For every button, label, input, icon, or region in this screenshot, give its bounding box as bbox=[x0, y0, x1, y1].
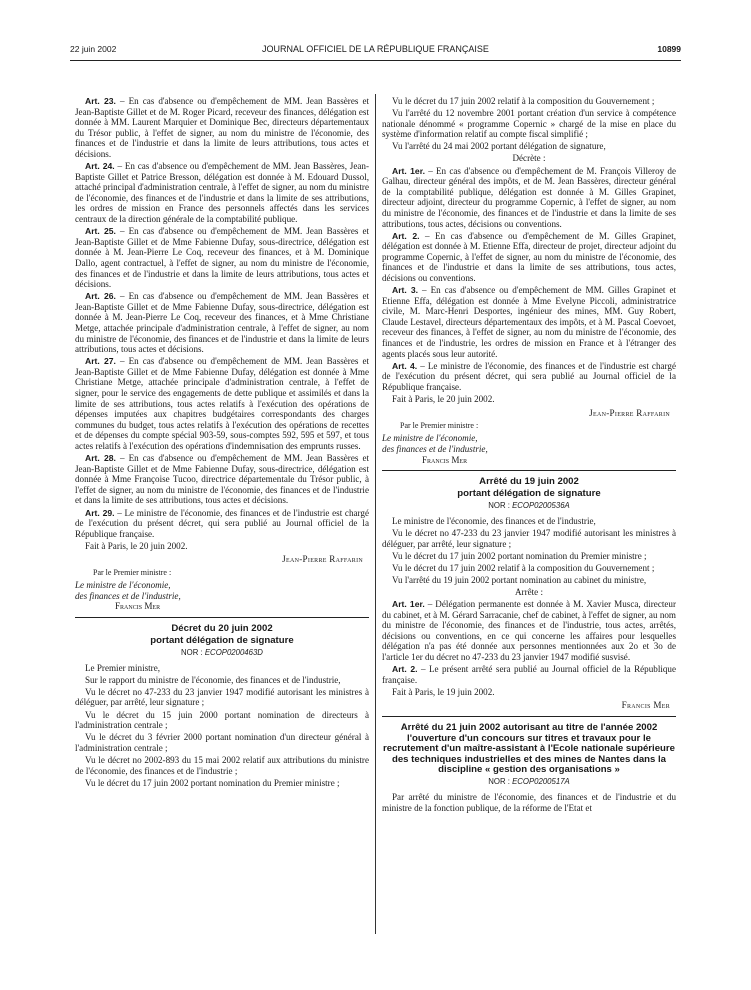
article-label: Art. 4. bbox=[392, 360, 418, 371]
article-text: – En cas d'absence ou d'empêchement de MM. Jean Bassères et Jean-Baptiste Gillet et de M. Roger Picard, receveur des finances, délégation est donnée à MM. Laurent Marquier et Dominique Bec, directeurs départementaux du Trésor public, à l'effet de signer, au nom du ministre de l'économie, des finances et de l'industrie et dans la limite de leurs attributions, tous actes et décisions. bbox=[75, 96, 370, 159]
arrete-paragraph: Vu le décret du 17 juin 2002 portant nomination du Premier ministre ; bbox=[392, 550, 647, 561]
section-separator bbox=[382, 470, 676, 471]
nor-code: ECOP0200463D bbox=[204, 648, 263, 658]
arrete-heading: Arrête : bbox=[514, 586, 544, 597]
page-header bbox=[70, 44, 681, 58]
article-text: – Le ministre de l'économie, des finances et de l'industrie est chargé de l'exécution du présent décret, qui sera publié au Journal officiel de la République française. bbox=[75, 507, 369, 539]
nor-prefix: NOR : bbox=[181, 648, 205, 658]
article-label: Art. 23. bbox=[85, 96, 116, 106]
article-label: Art. 1er. bbox=[392, 599, 425, 610]
arrete-paragraph: Vu l'arrêté du 19 juin 2002 portant nomination au cabinet du ministre, bbox=[392, 574, 647, 585]
article-label: Art. 2. bbox=[392, 664, 418, 675]
signature-date: Fait à Paris, le 20 juin 2002. bbox=[392, 394, 495, 405]
nor-code: ECOP0200517A bbox=[512, 777, 570, 787]
header-page-number: 10899 bbox=[657, 44, 681, 54]
arrete-concours-title: Arrêté du 21 juin 2002 autorisant au titre de l'année 2002 l'ouverture d'un concours sur titres et travaux pour le recrutement d'un maître-assistant à l'Ecole nationale supérieure des techniques industrielles et des mines de Nantes dans la discipline « gestion des organisations » bbox=[383, 721, 675, 776]
section-separator bbox=[75, 617, 369, 618]
visa-paragraph: Vu le décret du 17 juin 2002 relatif à la composition du Gouvernement ; bbox=[392, 96, 655, 106]
article-1 bbox=[382, 166, 676, 230]
article-25 bbox=[75, 226, 369, 290]
article-27 bbox=[75, 356, 369, 451]
arrete-article-1 bbox=[382, 599, 676, 663]
article-text: – En cas d'absence ou d'empêchement de MM. Jean Bassères et Jean-Baptiste Gillet et de Mme Fabienne Dufay, sous-directrice, délégation est donnée à Mme Françoise Tucoo, directrice départementale du Trésor public, à l'effet de signer, au nom du ministre de l'économie, des finances et de l'industrie et dans la limite de ses attributions, tous actes et décisions. bbox=[75, 453, 370, 506]
arrete-concours-nor bbox=[382, 777, 676, 788]
signer-name: Francis Mer bbox=[621, 700, 670, 711]
visa-paragraph: Vu l'arrêté du 12 novembre 2001 portant création d'un service à compétence nationale dénommé « programme Copernic » chargé de la mise en place du système d'information relatif au compte fiscal simplifié ; bbox=[382, 108, 676, 140]
column-divider bbox=[375, 94, 376, 934]
decree-paragraph: Vu le décret no 2002-893 du 15 mai 2002 relatif aux attributions du ministre de l'économie, des finances et de l'industrie ; bbox=[75, 754, 369, 776]
arrete-subtitle: portant délégation de signature bbox=[457, 488, 601, 500]
decree-subtitle: portant délégation de signature bbox=[150, 635, 294, 646]
article-text: – Le présent arrêté sera publié au Journal officiel de la République française. bbox=[382, 664, 676, 685]
article-29 bbox=[75, 508, 369, 540]
decrete-heading: Décrète : bbox=[512, 153, 546, 164]
article-text: – En cas d'absence ou d'empêchement de MM. Jean Bassères, Jean-Baptiste Gillet et Patrice Bresson, délégation est donnée à M. Edouard Dussol, attaché principal d'administration centrale, à l'effet de signer, au nom du ministre de l'économie, des finances et de l'industrie et dans la limite de ses attributions, les ordres de mission en France des personnels affectés dans les services centraux de la direction générale de la comptabilité publique. bbox=[75, 161, 369, 225]
nor-code: ECOP0200536A bbox=[512, 501, 570, 511]
arrete-paragraph: Vu le décret no 47-233 du 23 janvier 1947 modifié autorisant les ministres à déléguer, par arrêté, leur signature ; bbox=[382, 527, 676, 549]
minister-title-line1: Le ministre de l'économie, bbox=[75, 580, 171, 591]
article-26 bbox=[75, 291, 369, 355]
article-text: – En cas d'absence ou d'empêchement de MM. Gilles Grapinet et Etienne Effa, délégation est donnée à Mme Evelyne Piccoli, administratrice civile, M. Marc-Henri Desportes, ingénieur des mines, MM. Guy Robert, Claude Lestavel, directeurs départementaux des impôts, et à M. Pascal Coevoet, receveur des finances, à l'effet de signer, au nom du ministre de l'économie, des finances et de l'industrie, les ordres de mission en France et à l'étranger des agents placés sous leur autorité. bbox=[382, 285, 677, 359]
article-text: – En cas d'absence ou d'empêchement de MM. Jean Bassères et Jean-Baptiste Gillet et de Mme Fabienne Dufay, délégation est donnée à Mme Christiane Metge, attachée principale d'administration centrale, à l'effet de signer, pour le service des engagements de dette publique et assimilés et dans la limite de ses attributions, tous actes relatifs à l'exécution des opérations de dépenses imputées aux chapitres budgétaires correspondants des charges communes du budget, tous actes relatifs à l'exécution des opérations de recettes et de dépenses du compte spécial 903-59, sous-comptes 592, 595 et 597, et tous actes relatifs à l'exécution des opérations d'indemnisation des emprunts russes. bbox=[75, 356, 370, 451]
article-2 bbox=[382, 231, 676, 284]
article-label: Art. 29. bbox=[85, 507, 115, 518]
signer-name: Jean-Pierre Raffarin bbox=[282, 554, 363, 565]
par-premier-ministre: Par le Premier ministre : bbox=[93, 568, 172, 578]
decree-paragraph: Vu le décret no 47-233 du 23 janvier 1947 modifié autorisant les ministres à déléguer, par arrêté, leur signature ; bbox=[75, 686, 369, 708]
arrete-article-2 bbox=[382, 664, 676, 685]
decree-paragraph: Vu le décret du 17 juin 2002 portant nomination du Premier ministre ; bbox=[85, 777, 340, 788]
article-label: Art. 2. bbox=[392, 230, 420, 241]
article-3 bbox=[382, 285, 676, 359]
decree-paragraph: Vu le décret du 3 février 2000 portant nomination d'un directeur général à l'administration centrale ; bbox=[75, 732, 369, 753]
signature-date: Fait à Paris, le 20 juin 2002. bbox=[85, 540, 188, 551]
header-rule bbox=[70, 60, 681, 61]
par-premier-ministre: Par le Premier ministre : bbox=[400, 421, 479, 431]
article-28 bbox=[75, 453, 369, 506]
article-23 bbox=[75, 96, 369, 160]
article-label: Art. 26. bbox=[85, 291, 116, 302]
nor-prefix: NOR : bbox=[488, 777, 513, 787]
decree-paragraph: Le Premier ministre, bbox=[85, 662, 161, 673]
header-date: 22 juin 2002 bbox=[70, 44, 117, 54]
decree-nor bbox=[75, 648, 369, 659]
article-label: Art. 1er. bbox=[392, 165, 425, 176]
arrete-concours-paragraph: Par arrêté du ministre de l'économie, des finances et de l'industrie et du ministre de la fonction publique, de la réforme de l'Etat et bbox=[382, 792, 676, 813]
article-text: – Le ministre de l'économie, des finances et de l'industrie est chargé de l'exécution du présent décret, qui sera publié au Journal officiel de la République française. bbox=[382, 360, 676, 392]
section-separator bbox=[382, 716, 676, 717]
arrete-nor bbox=[382, 501, 676, 512]
article-4 bbox=[382, 361, 676, 393]
arrete-title: Arrêté du 19 juin 2002 bbox=[479, 476, 579, 488]
minister-name: Francis Mer bbox=[115, 601, 161, 612]
article-label: Art. 3. bbox=[392, 285, 419, 296]
article-text: – En cas d'absence ou d'empêchement de M. François Villeroy de Galhau, directeur général des impôts, et de M. Jean Bassères, directeur général de la comptabilité publique, délégation est donnée à M. Gilles Grapinet, directeur adjoint, directeur du programme Copernic, à l'effet de signer, au nom du ministre de l'économie, des finances et de l'industrie et dans la limite de ses attributions, tous actes, décisions ou conventions. bbox=[382, 165, 676, 229]
article-24 bbox=[75, 161, 369, 225]
visa-paragraph: Vu l'arrêté du 24 mai 2002 portant délégation de signature, bbox=[392, 141, 606, 152]
article-text: – En cas d'absence ou d'empêchement de MM. Jean Bassères et Jean-Baptiste Gillet et de Mme Fabienne Dufay, sous-directrice, délégation est donnée à M. Jean-Pierre Le Coq, receveur des finances, et à Mme Christiane Metge, attachée principale d'administration centrale, à l'effet de signer, au nom du ministre de l'économie, des finances et de l'industrie et dans la limite de leurs attributions, tous actes et décisions. bbox=[75, 291, 370, 355]
article-text: – En cas d'absence ou d'empêchement de M. Gilles Grapinet, délégation est donnée à M. Etienne Effa, directeur de projet, directeur adjoint du programme Copernic, à l'effet de signer, au nom du ministre de l'économie, des finances et de l'industrie et dans la limite de ses attributions, tous actes, décisions ou conventions. bbox=[382, 230, 677, 283]
minister-title-line2: des finances et de l'industrie, bbox=[382, 443, 488, 454]
signature-date: Fait à Paris, le 19 juin 2002. bbox=[392, 686, 495, 697]
decree-title: Décret du 20 juin 2002 bbox=[171, 622, 273, 634]
arrete-paragraph: Le ministre de l'économie, des finances et de l'industrie, bbox=[392, 515, 596, 526]
article-label: Art. 24. bbox=[85, 161, 115, 172]
article-label: Art. 27. bbox=[85, 356, 116, 367]
header-journal-title: JOURNAL OFFICIEL DE LA RÉPUBLIQUE FRANÇAISE bbox=[262, 44, 489, 54]
minister-title-line1: Le ministre de l'économie, bbox=[382, 433, 478, 444]
minister-title-line2: des finances et de l'industrie, bbox=[75, 590, 181, 601]
article-label: Art. 28. bbox=[85, 453, 116, 464]
minister-name: Francis Mer bbox=[422, 454, 468, 465]
article-text: – En cas d'absence ou d'empêchement de MM. Jean Bassères et Jean-Baptiste Gillet et de Mme Fabienne Dufay, sous-directrice, délégation est donnée à M. Jean-Pierre Le Coq, receveur des finances, et à M. Dominique Dallo, agent contractuel, à l'effet de signer, au nom du ministre de l'économie, des finances et de l'industrie et dans la limite de leurs attributions, tous actes et décisions. bbox=[75, 226, 370, 290]
article-label: Art. 25. bbox=[85, 226, 116, 237]
signer-name: Jean-Pierre Raffarin bbox=[589, 407, 670, 418]
nor-prefix: NOR : bbox=[488, 501, 513, 511]
arrete-paragraph: Vu le décret du 17 juin 2002 relatif à la composition du Gouvernement ; bbox=[392, 562, 655, 573]
decree-paragraph: Vu le décret du 15 juin 2000 portant nomination de directeurs à l'administration centrale ; bbox=[75, 709, 369, 731]
left-column bbox=[75, 96, 369, 790]
right-column bbox=[382, 96, 676, 815]
article-text: – Délégation permanente est donnée à M. Xavier Musca, directeur du cabinet, et à M. Gérard Sarracanie, chef de cabinet, à l'effet de signer, au nom du ministre de l'économie, des finances et de l'industrie, tous actes, arrêtés, décisions ou conventions, en ce qui concerne les affaires pour lesquelles délégation n'a pas été donnée aux personnes mentionnées aux 2o et 3o de l'article 1er du décret no 47-233 du 23 janvier 1947 modifié susvisé. bbox=[382, 599, 676, 662]
decree-paragraph: Sur le rapport du ministre de l'économie, des finances et de l'industrie, bbox=[85, 674, 341, 685]
